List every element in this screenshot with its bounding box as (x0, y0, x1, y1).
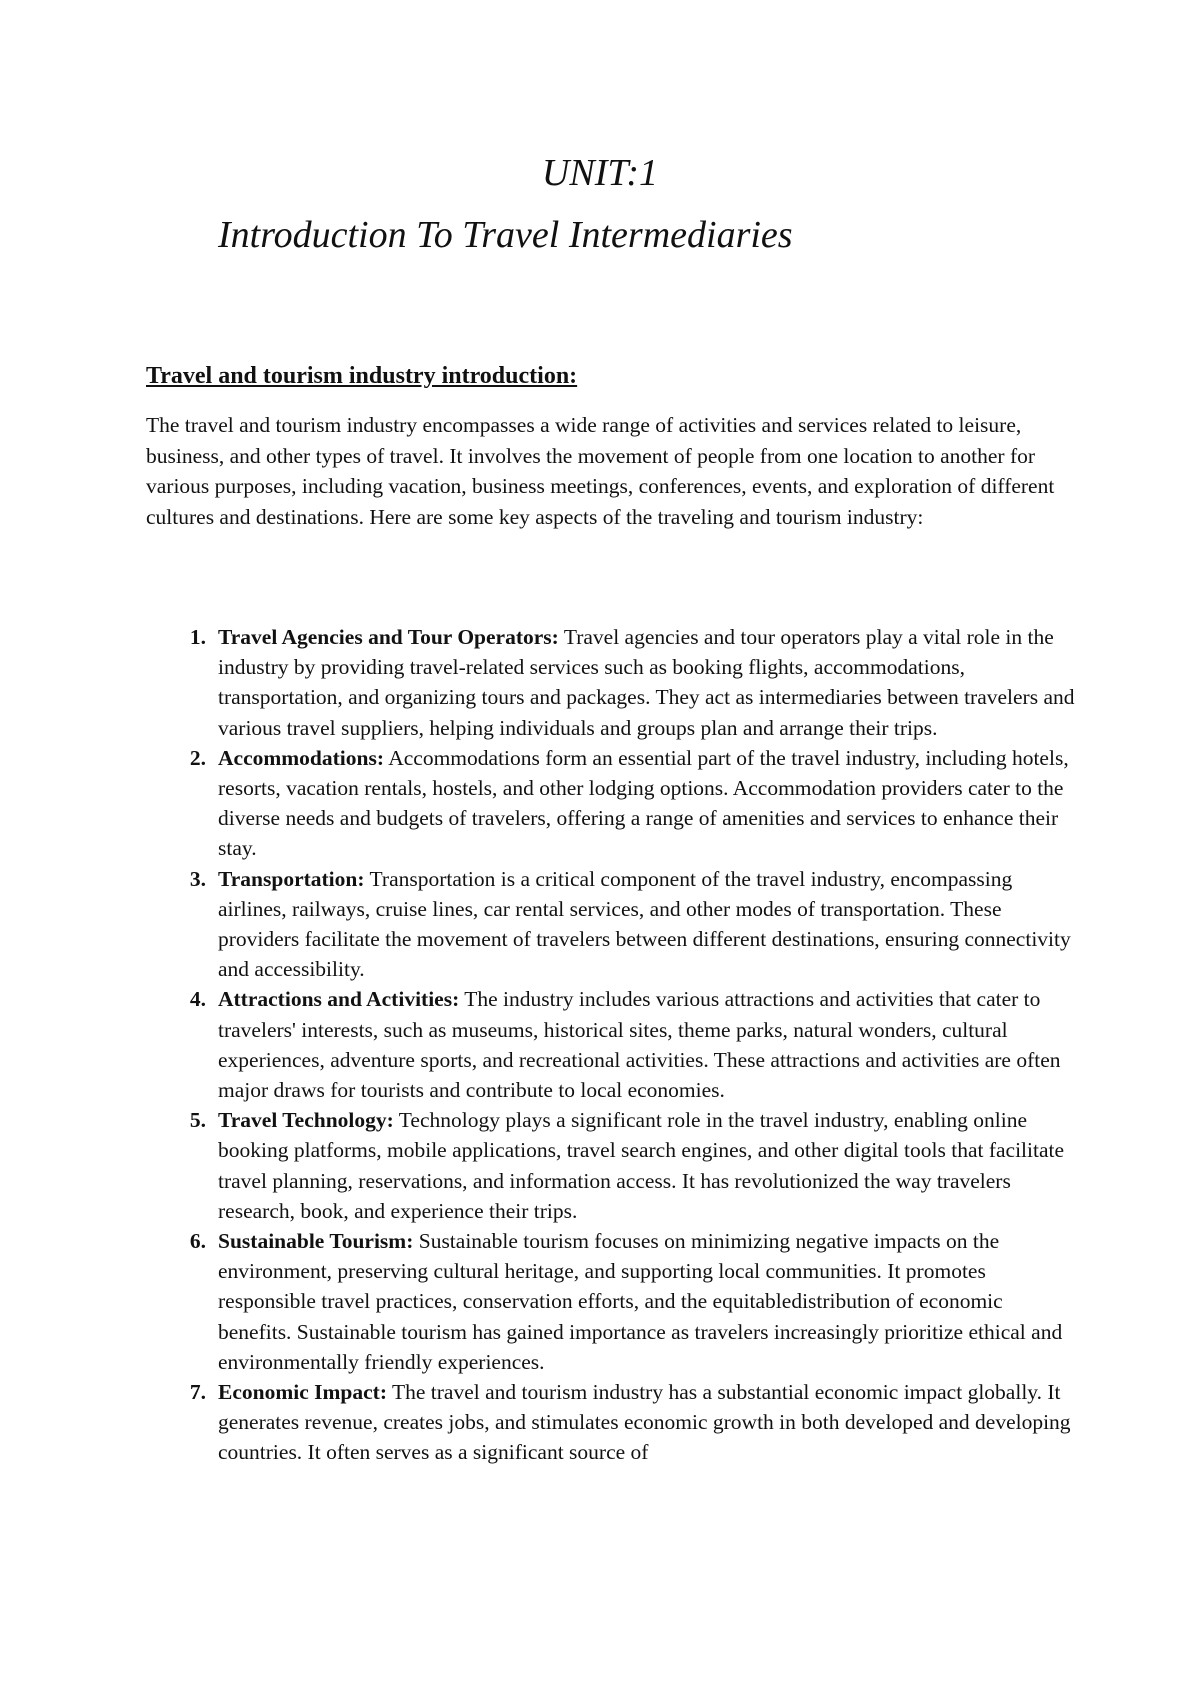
list-item-text: The industry includes various attractions and activities that cater to travelers' interests, such as museums, historical sites, theme parks, natural wonders, cultural experiences, adventure sports, and recreational activities. These attractions and activities are often major draws for tourists and contribute to local economies. (218, 987, 1061, 1103)
list-item-number: 7. (189, 1380, 206, 1405)
list-item-body (218, 864, 1076, 985)
list-item-number: 6. (189, 1229, 206, 1254)
list-item-body (218, 743, 1076, 864)
list-item (146, 1105, 1076, 1226)
document-title: Introduction To Travel Intermediaries (218, 214, 793, 256)
list-item-number: 1. (189, 625, 206, 649)
list-item-term: Travel Agencies and Tour Operators: (218, 625, 559, 649)
list-item (146, 1226, 1076, 1377)
key-aspects-list (146, 622, 1076, 1468)
intro-paragraph: The travel and tourism industry encompasses a wide range of activities and services related to leisure, business, and other types of travel. It involves the movement of people from one location to another for various purposes, including vacation, business meetings, conferences, events, and exploration of different cultures and destinations. Here are some key aspects of the traveling and tourism industry: (146, 413, 1055, 529)
unit-title: UNIT:1 (541, 152, 659, 194)
list-item-body (218, 984, 1076, 1105)
list-item-term: Sustainable Tourism: (218, 1229, 414, 1254)
list-item-text: Accommodations form an essential part of the travel industry, including hotels, resorts, vacation rentals, hostels, and other lodging options. Accommodation providers cater to the diverse needs and budgets of travelers, offering a range of amenities and services to enhance their stay. (218, 745, 1069, 861)
list-item-body (218, 622, 1076, 743)
list-item-body (218, 1226, 1076, 1377)
list-item (146, 622, 1076, 743)
list-item-term: Attractions and Activities: (218, 987, 460, 1012)
list-item-body (218, 1105, 1076, 1226)
list-item-text: Travel agencies and tour operators play a vital role in the industry by providing travel-related services such as booking flights, accommodations, transportation, and organizing tours and packages. They act as intermediaries between travelers and various travel suppliers, helping individuals and groups plan and arrange their trips. (218, 625, 1075, 740)
list-item-text: Technology plays a significant role in the travel industry, enabling online booking platforms, mobile applications, travel search engines, and other digital tools that facilitate travel planning, reservations, and information access. It has revolutionized the way travelers research, book, and experience their trips. (218, 1108, 1065, 1223)
list-item-text: Transportation is a critical component of the travel industry, encompassing airlines, railways, cruise lines, car rental services, and other modes of transportation. These providers facilitate the movement of travelers between different destinations, ensuring connectivity and accessibility. (218, 866, 1071, 982)
list-item-body (218, 1377, 1076, 1468)
section-heading: Travel and tourism industry introduction: (146, 363, 578, 389)
list-item-term: Accommodations: (218, 745, 385, 770)
list-item-term: Transportation: (218, 866, 365, 891)
list-item (146, 743, 1076, 864)
list-item (146, 864, 1076, 985)
list-item-number: 4. (189, 987, 206, 1012)
list-item (146, 984, 1076, 1105)
list-item-term: Economic Impact: (218, 1380, 387, 1405)
list-item-text: The travel and tourism industry has a substantial economic impact globally. It generates revenue, creates jobs, and stimulates economic growth in both developed and developing countries. It often serves as a significant source of (218, 1380, 1071, 1465)
list-item-number: 3. (189, 866, 206, 891)
list-item (146, 1377, 1076, 1468)
list-item-number: 5. (189, 1108, 206, 1133)
list-item-term: Travel Technology: (218, 1108, 394, 1133)
list-item-text: Sustainable tourism focuses on minimizing negative impacts on the environment, preserving cultural heritage, and supporting local communities. It promotes responsible travel practices, conservation efforts, and the equitabledistribution of economic benefits. Sustainable tourism has gained importance as travelers increasingly prioritize ethical and environmentally friendly experiences. (218, 1229, 1063, 1374)
list-item-number: 2. (189, 745, 206, 770)
